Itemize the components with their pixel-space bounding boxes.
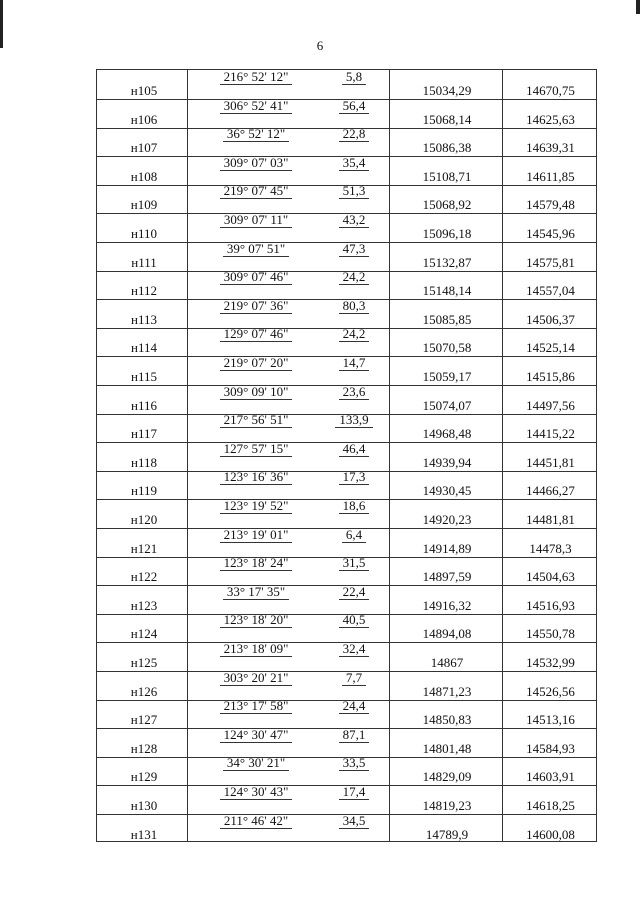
segment-length: 24,2 <box>325 270 383 284</box>
coordinate-x: 14930,45 <box>422 483 472 499</box>
direction-angle: 309° 09' 10" <box>189 385 323 399</box>
point-name: н114 <box>131 340 157 356</box>
point-name: н106 <box>130 111 158 127</box>
point-name: н111 <box>131 254 157 270</box>
coordinate-y: 14611,85 <box>526 168 575 184</box>
table-row <box>97 613 596 642</box>
segment-length: 22,4 <box>325 585 383 599</box>
point-name: н131 <box>130 826 158 842</box>
direction-angle: 213° 19' 01" <box>189 528 323 542</box>
coordinate-x: 14829,09 <box>422 769 472 785</box>
direction-angle: 123° 18' 24" <box>189 556 323 570</box>
coordinate-x: 15086,38 <box>422 140 472 156</box>
table-row <box>97 556 596 585</box>
table-row <box>97 213 596 242</box>
direction-angle: 309° 07' 11" <box>189 213 323 227</box>
point-name: н107 <box>130 140 158 156</box>
segment-length: 14,7 <box>325 356 383 370</box>
coordinate-x: 14916,32 <box>422 597 472 613</box>
segment-length: 80,3 <box>325 299 383 313</box>
coordinate-x: 15074,07 <box>422 397 472 413</box>
point-name: н118 <box>131 454 157 470</box>
table-row <box>97 699 596 728</box>
direction-angle: 211° 46' 42" <box>189 814 323 828</box>
point-name: н126 <box>130 683 158 699</box>
segment-length: 46,4 <box>325 442 383 456</box>
coordinate-y: 14532,99 <box>526 655 575 670</box>
direction-angle: 213° 18' 09" <box>189 642 323 656</box>
coordinate-x: 14914,89 <box>422 540 472 556</box>
coordinate-x: 15132,87 <box>422 254 472 270</box>
point-name: н119 <box>131 483 157 499</box>
coordinate-x: 14867 <box>430 655 464 670</box>
point-name: н121 <box>130 540 158 556</box>
coordinate-y: 14550,78 <box>526 626 575 642</box>
segment-length: 31,5 <box>325 556 383 570</box>
table-row <box>97 184 596 213</box>
table-row <box>97 299 596 328</box>
coordinate-x: 15068,14 <box>422 111 472 127</box>
table-row <box>97 442 596 471</box>
segment-length: 24,4 <box>325 699 383 713</box>
point-name: н124 <box>130 626 158 642</box>
coordinate-y: 14415,22 <box>526 426 575 442</box>
table-row <box>97 270 596 299</box>
direction-angle: 309° 07' 46" <box>189 270 323 284</box>
direction-angle: 219° 07' 36" <box>189 299 323 313</box>
table-row <box>97 242 596 271</box>
point-name: н129 <box>130 769 158 785</box>
coordinate-x: 14819,23 <box>422 798 472 813</box>
segment-length: 47,3 <box>325 242 383 256</box>
coordinate-x: 15096,18 <box>422 226 472 241</box>
segment-length: 56,4 <box>325 99 383 113</box>
segment-length: 5,8 <box>325 70 383 84</box>
coordinate-x: 14871,23 <box>422 683 472 699</box>
direction-angle: 127° 57' 15" <box>189 442 323 456</box>
coordinate-x: 15108,71 <box>422 168 472 184</box>
point-name: н115 <box>131 369 157 384</box>
segment-length: 17,3 <box>325 470 383 484</box>
segment-length: 133,9 <box>325 413 383 427</box>
coordinate-y: 14506,37 <box>526 311 575 327</box>
coordinate-y: 14545,96 <box>526 226 575 241</box>
segment-length: 6,4 <box>325 528 383 542</box>
table-row <box>97 327 596 356</box>
direction-angle: 123° 19' 52" <box>189 499 323 513</box>
point-name: н123 <box>130 597 158 613</box>
point-name: н130 <box>130 798 158 813</box>
direction-angle: 306° 52' 41" <box>189 99 323 113</box>
coordinate-y: 14478,3 <box>529 540 572 556</box>
page-number: 6 <box>316 38 324 53</box>
coordinate-y: 14670,75 <box>526 83 575 98</box>
direction-angle: 309° 07' 03" <box>189 156 323 170</box>
coordinate-x: 15085,85 <box>422 311 472 327</box>
coordinate-x: 15068,92 <box>422 197 472 213</box>
segment-length: 40,5 <box>325 613 383 627</box>
direction-angle: 123° 18' 20" <box>189 613 323 627</box>
table-row <box>97 642 596 671</box>
segment-length: 18,6 <box>325 499 383 513</box>
direction-angle: 124° 30' 43" <box>189 785 323 799</box>
coordinate-x: 14850,83 <box>422 712 472 728</box>
table-row <box>97 356 596 385</box>
coordinate-y: 14481,81 <box>526 512 575 527</box>
direction-angle: 33° 17' 35" <box>189 585 323 599</box>
table-row <box>97 499 596 528</box>
table-row <box>97 99 596 128</box>
table-row <box>97 756 596 785</box>
direction-angle: 216° 52' 12" <box>189 70 323 84</box>
table-row <box>97 671 596 700</box>
direction-angle: 219° 07' 20" <box>189 356 323 370</box>
point-name: н128 <box>130 740 158 756</box>
point-name: н125 <box>130 655 158 670</box>
table-row <box>97 385 596 414</box>
segment-length: 17,4 <box>325 785 383 799</box>
point-name: н112 <box>131 283 157 299</box>
coordinate-y: 14600,08 <box>526 826 575 842</box>
coordinate-y: 14575,81 <box>526 254 575 270</box>
coordinate-x: 14920,23 <box>422 512 472 527</box>
table-row <box>97 156 596 185</box>
segment-length: 32,4 <box>325 642 383 656</box>
point-name: н127 <box>130 712 158 728</box>
coordinate-y: 14513,16 <box>526 712 575 728</box>
direction-angle: 124° 30' 47" <box>189 728 323 742</box>
coordinate-y: 14584,93 <box>526 740 575 756</box>
point-name: н108 <box>130 168 158 184</box>
coordinate-y: 14504,63 <box>526 569 575 585</box>
direction-angle: 34° 30' 21" <box>189 756 323 770</box>
scan-edge-mark-right <box>636 0 640 14</box>
segment-length: 51,3 <box>325 184 383 198</box>
direction-angle: 39° 07' 51" <box>189 242 323 256</box>
table-row <box>97 127 596 156</box>
point-name: н116 <box>131 397 157 413</box>
direction-angle: 213° 17' 58" <box>189 699 323 713</box>
coordinate-x: 15148,14 <box>422 283 472 299</box>
segment-length: 34,5 <box>325 814 383 828</box>
coordinate-y: 14451,81 <box>526 454 575 470</box>
direction-angle: 217° 56' 51" <box>189 413 323 427</box>
coordinate-x: 14939,94 <box>422 454 472 470</box>
coordinate-x: 14801,48 <box>422 740 472 756</box>
point-name: н109 <box>130 197 158 213</box>
coordinate-y: 14526,56 <box>526 683 575 699</box>
coordinate-x: 14968,48 <box>422 426 472 442</box>
segment-length: 33,5 <box>325 756 383 770</box>
direction-angle: 303° 20' 21" <box>189 671 323 685</box>
coordinate-x: 15034,29 <box>422 83 472 98</box>
table-row <box>97 785 596 814</box>
direction-angle: 219° 07' 45" <box>189 184 323 198</box>
coordinate-y: 14603,91 <box>526 769 575 785</box>
segment-length: 24,2 <box>325 327 383 341</box>
segment-length: 43,2 <box>325 213 383 227</box>
table-row <box>97 528 596 557</box>
coordinate-x: 14897,59 <box>422 569 472 585</box>
coordinates-table <box>96 69 597 842</box>
coordinate-y: 14515,86 <box>526 369 575 384</box>
coordinate-x: 15070,58 <box>422 340 472 356</box>
table-row <box>97 413 596 442</box>
table-row <box>97 814 596 843</box>
coordinate-y: 14557,04 <box>526 283 575 299</box>
point-name: н105 <box>130 83 158 98</box>
coordinate-y: 14639,31 <box>526 140 575 156</box>
table-row <box>97 470 596 499</box>
coordinate-y: 14525,14 <box>526 340 575 356</box>
coordinate-x: 14789,9 <box>425 826 469 842</box>
coordinate-y: 14625,63 <box>526 111 575 127</box>
table-row <box>97 728 596 757</box>
segment-length: 7,7 <box>325 671 383 685</box>
coordinate-x: 15059,17 <box>422 369 472 384</box>
point-name: н113 <box>131 311 157 327</box>
coordinate-y: 14579,48 <box>526 197 575 213</box>
point-name: н110 <box>131 226 157 241</box>
coordinate-y: 14466,27 <box>526 483 575 499</box>
segment-length: 23,6 <box>325 385 383 399</box>
direction-angle: 123° 16' 36" <box>189 470 323 484</box>
direction-angle: 36° 52' 12" <box>189 127 323 141</box>
direction-angle: 129° 07' 46" <box>189 327 323 341</box>
segment-length: 35,4 <box>325 156 383 170</box>
coordinate-x: 14894,08 <box>422 626 472 642</box>
segment-length: 22,8 <box>325 127 383 141</box>
point-name: н117 <box>131 426 157 442</box>
table-row <box>97 70 596 99</box>
coordinate-y: 14497,56 <box>526 397 575 413</box>
point-name: н120 <box>130 512 158 527</box>
point-name: н122 <box>130 569 158 585</box>
coordinate-y: 14618,25 <box>526 798 575 813</box>
table-row <box>97 585 596 614</box>
coordinate-y: 14516,93 <box>526 597 575 613</box>
segment-length: 87,1 <box>325 728 383 742</box>
